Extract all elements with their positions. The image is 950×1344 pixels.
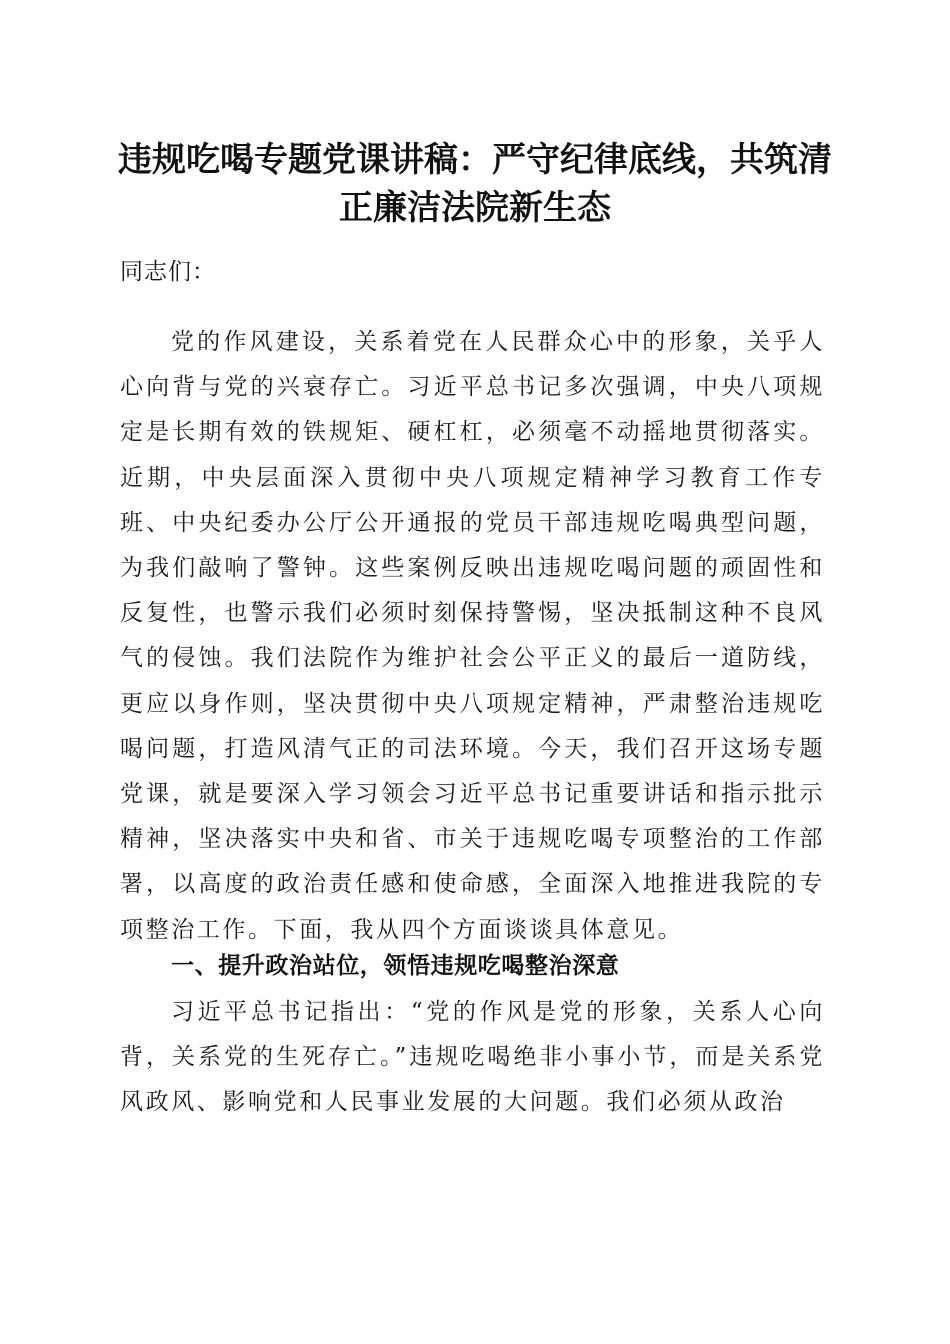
body-paragraph-1: 党的作风建设，关系着党在人民群众心中的形象，关乎人心向背与党的兴衰存亡。习近平总书记多次强调，中央八项规定是长期有效的铁规矩、硬杠杠，必须毫不动摇地贯彻落实。近期，中央层面深入贯彻中央八项规定精神学习教育工作专班、中央纪委办公厅公开通报的党员干部违规吃喝典型问题，为我们敲响了警钟。这些案例反映出违规吃喝问题的顽固性和反复性，也警示我们必须时刻保持警惕，坚决抵制这种不良风气的侵蚀。我们法院作为维护社会公平正义的最后一道防线，更应以身作则，坚决贯彻中央八项规定精神，严肃整治违规吃喝问题，打造风清气正的司法环境。今天，我们召开这场专题党课，就是要深入学习领会习近平总书记重要讲话和指示批示精神，坚决落实中央和省、市关于违规吃喝专项整治的工作部署，以高度的政治责任感和使命感，全面深入地推进我院的专项整治工作。下面，我从四个方面谈谈具体意见。 <box>120 329 825 943</box>
document-title: 违规吃喝专题党课讲稿：严守纪律底线，共筑清正廉洁法院新生态 <box>118 140 832 228</box>
section-heading-1: 一、提升政治站位，领悟违规吃喝整治深意 <box>171 953 620 979</box>
salutation: 同志们： <box>120 259 216 285</box>
body-paragraph-2: 习近平总书记指出：“党的作风是党的形象，关系人心向背，关系党的生死存亡。”违规吃喝绝非小事小节，而是关系党风政风、影响党和人民事业发展的大问题。我们必须从政治 <box>120 999 825 1116</box>
